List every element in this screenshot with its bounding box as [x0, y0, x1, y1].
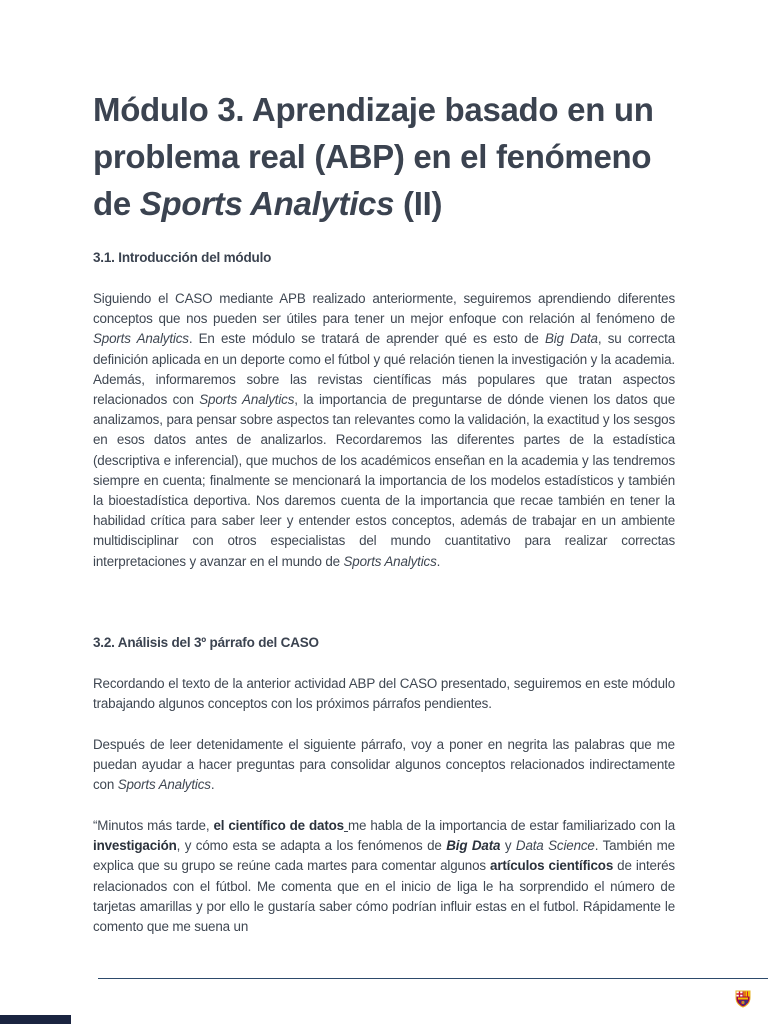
footer-corner-bar [0, 1015, 71, 1024]
text-run: , la importancia de preguntarse de dónde vienen los datos que analizamos, para pensar sobre aspectos tan relevantes como la validación, la exactitud y los sesgos en esos datos antes de analizarlos. Recordaremos las diferentes partes de la estadística (descriptiva e inferencial), que muchos de los académicos enseñan en la academia y las tendremos siempre en cuenta; finalmente se mencionará la importancia de los modelos estadísticos y también la bioestadística deportiva. Nos daremos cuenta de la importancia que recae también en tener la habilidad crítica para saber leer y entender estos conceptos, además de trabajar en un ambiente multidisciplinar con otros especialistas del mundo cuantitativo para realizar correctas interpretaciones y avanzar en el mundo de [93, 392, 676, 569]
italic-term: Sports Analytics [199, 392, 295, 408]
italic-term: Sports Analytics [117, 777, 211, 793]
title-text-b: (II) [394, 185, 443, 222]
text-run: de interés relacionados con el fútbol. Me comenta que en el inicio de liga le ha sorprendido el número de tarjetas amarillas y por ello le gustaría saber cómo podrían influir estas en el futbol. Rápidamente le comento que me suena un [93, 858, 675, 935]
italic-term: Big Data [544, 331, 598, 347]
text-run: . [210, 777, 215, 793]
bold-words-paragraph [93, 735, 675, 796]
analysis-intro-paragraph: Recordando el texto de la anterior actividad ABP del CASO presentado, seguiremos en este módulo trabajando algunos conceptos con los próximos párrafos pendientes. [93, 676, 675, 712]
bold-italic-term: Big Data [446, 838, 501, 854]
italic-term: Data Science [515, 838, 595, 854]
bold-term: investigación [93, 838, 177, 854]
case-quote-paragraph [93, 816, 675, 937]
section-heading-analysis: 3.2. Análisis del 3º párrafo del CASO [93, 635, 319, 650]
footer-divider [98, 978, 768, 979]
text-run: Después de leer detenidamente el siguiente párrafo, voy a poner en negrita las palabras que me puedan ayudar a hacer preguntas para consolidar algunos conceptos relacionados indirectamente con [93, 737, 675, 793]
italic-term: Sports Analytics [343, 553, 437, 569]
title-text-a: Módulo 3. Aprendizaje basado en un problema real (ABP) en el fenómeno de [93, 91, 654, 222]
italic-term: Sports Analytics [93, 331, 189, 347]
text-run: y [500, 838, 516, 854]
text-run: . También me explica que su grupo se reúne cada martes para comentar algunos [93, 838, 675, 874]
introduction-paragraph [93, 289, 675, 572]
text-run: . En este módulo se tratará de aprender qué es esto de [188, 331, 545, 347]
bold-term: el científico de datos [213, 818, 344, 833]
text-run: , su correcta definición aplicada en un deporte como el fútbol y qué relación tienen la investigación y la academia. Además, informaremos sobre las revistas científicas más populares que tratan aspectos relacionados con [93, 331, 675, 408]
text-run: “Minutos más tarde, [93, 818, 214, 833]
title-italic-text: Sports Analytics [139, 185, 395, 222]
text-run: , y cómo esta se adapta a los fenómenos de [176, 838, 447, 854]
club-crest-icon [735, 990, 751, 1008]
bold-term: artículos científicos [490, 858, 614, 874]
text-run: . [436, 553, 441, 569]
text-run: me habla de la importancia de estar familiarizado con la [348, 818, 676, 833]
page-title [93, 86, 693, 227]
section-heading-introduction: 3.1. Introducción del módulo [93, 250, 272, 265]
text-run: Siguiendo el CASO mediante APB realizado anteriormente, seguiremos aprendiendo diferentes conceptos que nos pueden ser útiles para tener un mejor enfoque con relación al fenómeno de [93, 291, 675, 327]
